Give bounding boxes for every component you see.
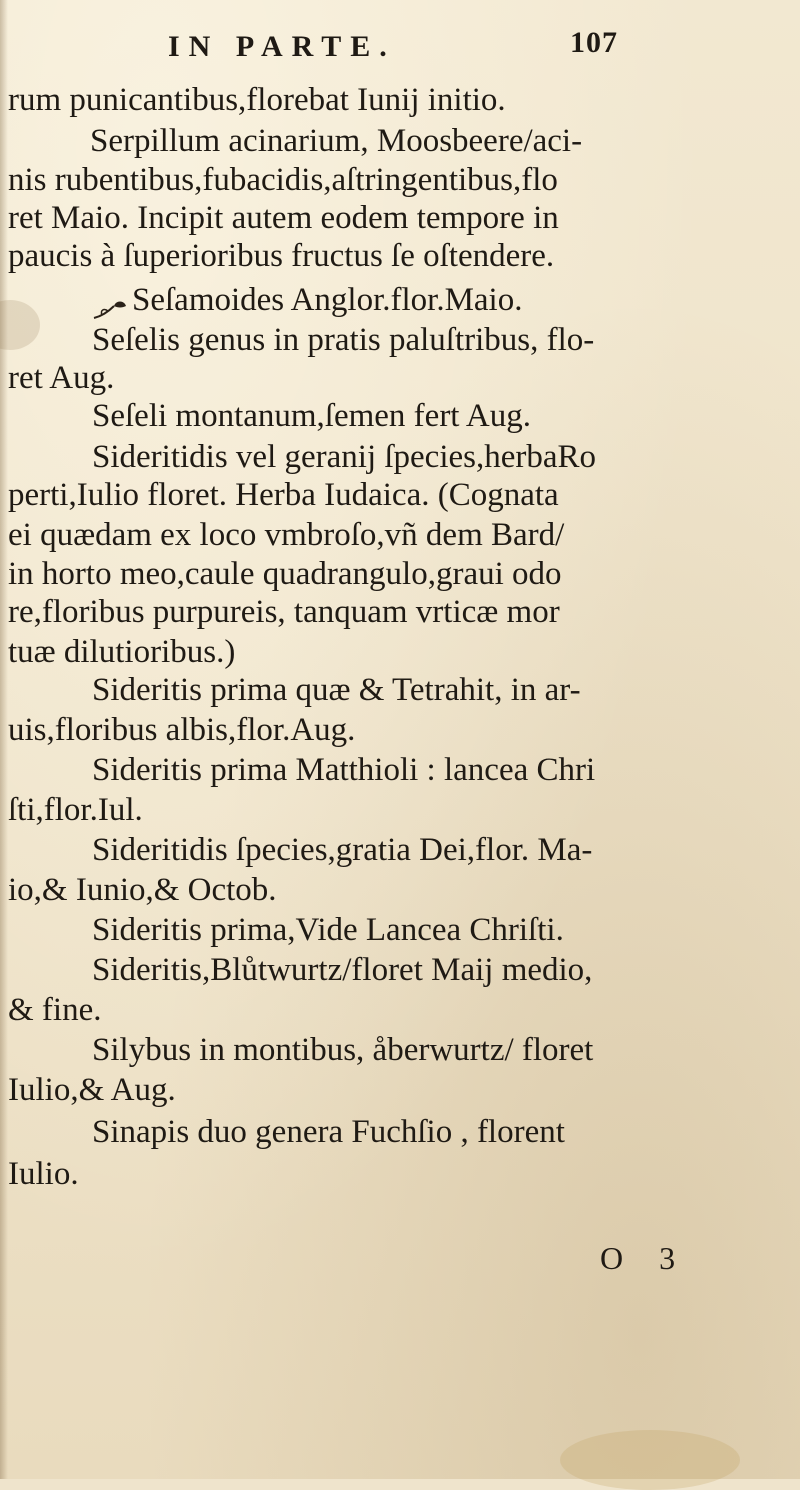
text-line: nis rubentibus,fubacidis,aſtringentibus,flo (8, 162, 558, 198)
text-line: ſti,flor.Iul. (8, 792, 143, 828)
text-line: ret Aug. (8, 360, 115, 396)
text-line: Sideritis,Blůtwurtz/floret Maij medio, (92, 952, 593, 988)
text-line: re,floribus purpureis, tanquam vrticæ mor (8, 594, 560, 630)
text-line: Silybus in montibus, åberwurtz/ floret (92, 1032, 594, 1068)
text-line: Seſelis genus in pratis paluſtribus, flo- (92, 322, 595, 358)
text-line: Sideritis prima,Vide Lancea Chriſti. (92, 912, 564, 948)
text-line: Seſamoides Anglor.flor.Maio. (132, 282, 523, 318)
text-line: Iulio,& Aug. (8, 1072, 176, 1108)
paper-stain (560, 1430, 740, 1490)
page-number: 107 (570, 26, 618, 59)
text-line: Iulio. (8, 1156, 79, 1192)
flower-icon (92, 298, 132, 322)
text-line: Sideritis prima Matthioli : lancea Chri (92, 752, 596, 788)
text-line: perti,Iulio floret. Herba Iudaica. (Cognata (8, 477, 559, 513)
text-line: paucis à ſuperioribus fructus ſe oſtendere. (8, 238, 555, 274)
text-line: Sideritis prima quæ & Tetrahit, in ar- (92, 672, 581, 708)
text-line: io,& Iunio,& Octob. (8, 872, 277, 908)
text-line: in horto meo,caule quadrangulo,graui odo (8, 556, 562, 592)
text-line: Serpillum acinarium, Moosbeere/aci- (90, 123, 583, 159)
text-line: ret Maio. Incipit autem eodem tempore in (8, 200, 559, 236)
text-line: Sideritidis vel geranij ſpecies,herbaRo (92, 439, 597, 475)
text-line: & fine. (8, 992, 102, 1028)
text-line: rum punicantibus,florebat Iunij initio. (8, 82, 506, 118)
running-head: IN PARTE. (168, 30, 396, 63)
signature-mark: O 3 (600, 1240, 690, 1276)
text-line: ei quædam ex loco vmbroſo,vñ dem Bard/ (8, 517, 565, 553)
page-header (0, 24, 800, 70)
paper-stain (0, 300, 40, 350)
text-line: Sinapis duo genera Fuchſio , florent (92, 1114, 565, 1150)
text-line: tuæ dilutioribus.) (8, 634, 236, 670)
text-line: Seſeli montanum,ſemen fert Aug. (92, 398, 531, 434)
page-edge-shadow (0, 0, 8, 1479)
text-line: Sideritidis ſpecies,gratia Dei,flor. Ma- (92, 832, 593, 868)
text-line: uis,floribus albis,flor.Aug. (8, 712, 356, 748)
